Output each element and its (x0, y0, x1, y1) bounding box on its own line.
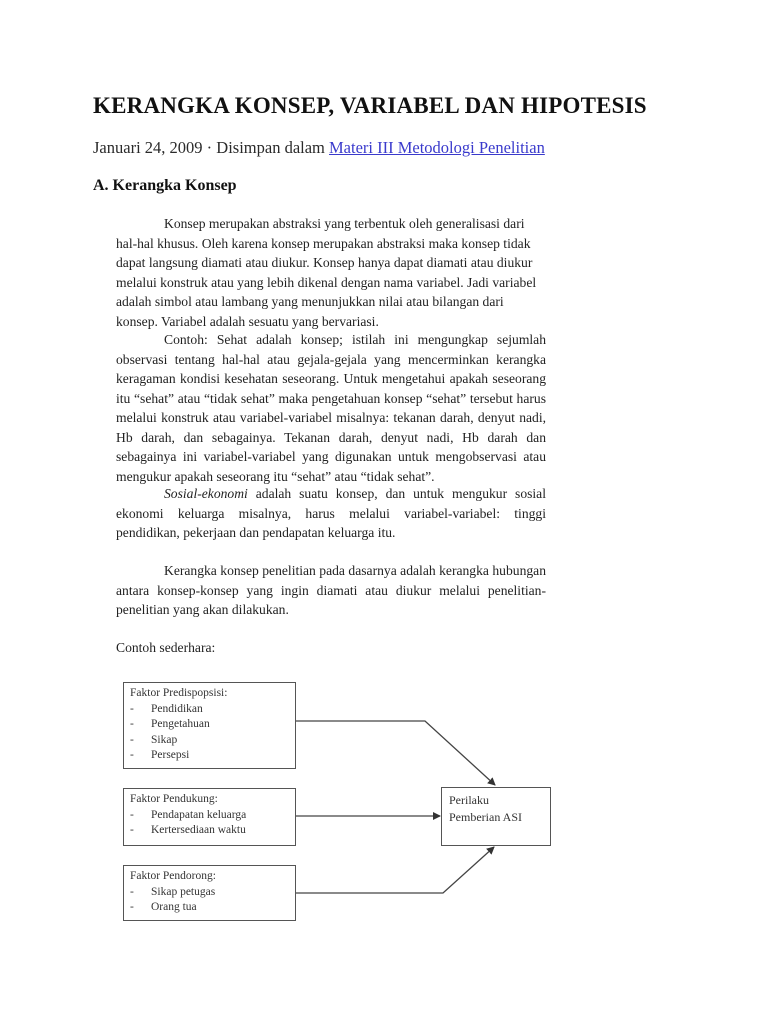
box-title: Faktor Pendukung: (130, 793, 218, 805)
bullet-dash: - (130, 824, 134, 836)
box-item (130, 733, 289, 749)
italic-term: Sosial-ekonomi (164, 486, 248, 501)
item-label: Sikap petugas (151, 885, 216, 898)
item-label: Pendapatan keluarga (151, 808, 247, 821)
box-item (130, 885, 289, 901)
page-title: KERANGKA KONSEP, VARIABEL DAN HIPOTESIS (93, 93, 647, 118)
bullet-dash: - (130, 749, 134, 761)
paragraph-text: Kerangka konsep penelitian pada dasarnya adalah kerangka hubungan antara konsep-konsep yang ingin diamati atau diukur melalui penelitian-penelitian yang akan dilakukan. (116, 563, 546, 617)
item-label: Sikap (151, 733, 178, 746)
paragraph-text: Konsep merupakan abstraksi yang terbentuk oleh generalisasi dari hal-hal khusus. Oleh karena konsep merupakan abstraksi maka konsep tidak dapat langsung diamati atau diukur. Konsep hanya dapat diamati atau diukur melalui konstruk atau yang lebih dikenal dengan nama variabel. Jadi variabel adalah simbol atau lambang yang menunjukkan nilai atau bilangan dari konsep. Variabel adalah sesuatu yang bervariasi. (116, 216, 537, 329)
box-title: Faktor Predispopsisi: (130, 687, 228, 699)
item-label: Pengetahuan (151, 718, 210, 730)
box-item (130, 823, 289, 839)
bullet-dash: - (130, 718, 134, 730)
outcome-line-1: Perilaku (449, 793, 489, 807)
arrow-pendorong (296, 847, 494, 893)
box-faktor-predisposisi (123, 682, 296, 769)
box-item (130, 717, 289, 733)
paragraph-text: Contoh: Sehat adalah konsep; istilah ini mengungkap sejumlah observasi tentang hal-hal atau gejala-gejala yang mencerminkan kerangka keragaman kondisi kesehatan seseorang. Untuk mengetahui apakah seseorang itu “sehat” atau “tidak sehat” maka pengetahuan konsep “sehat” tersebut harus melalui konstruk atau variabel-variabel misalnya: tekanan darah, denyut nadi, Hb darah, dan sebagainya. Tekanan darah, denyut nadi, Hb darah dan sebagainya ini variabel-variabel yang digunakan untuk mengobservasi atau mengukur apakah seseorang itu “sehat” atau “tidak sehat”. (116, 332, 546, 484)
box-faktor-pendukung (123, 788, 296, 846)
item-label: Persepsi (151, 749, 190, 761)
arrow-predisposisi (296, 721, 495, 785)
meta-separator: · (202, 138, 217, 157)
bullet-dash: - (130, 733, 134, 746)
bullet-dash: - (130, 702, 134, 715)
category-link[interactable]: Materi III Metodologi Penelitian (329, 138, 545, 157)
bullet-dash: - (130, 808, 134, 821)
paragraph-contoh-sederhana: Contoh sederhara: (116, 640, 216, 655)
paragraph-text: adalah suatu konsep, dan untuk mengukur sosial ekonomi keluarga misalnya, harus melalui variabel-variabel: tinggi pendidikan, pekerjaan dan pendapatan keluarga itu. (116, 486, 546, 540)
box-item (130, 748, 289, 764)
category-prefix: Disimpan dalam (216, 138, 330, 157)
item-label: Kertersediaan waktu (151, 824, 246, 836)
bullet-dash: - (130, 901, 134, 913)
item-label: Orang tua (151, 901, 197, 913)
box-item (130, 702, 289, 718)
bullet-dash: - (130, 885, 134, 898)
box-title: Faktor Pendorong: (130, 870, 216, 882)
post-date: Januari 24, 2009 (93, 138, 203, 157)
box-item (130, 900, 289, 916)
box-perilaku-pemberian-asi (441, 787, 551, 846)
section-heading: A. Kerangka Konsep (93, 177, 237, 194)
box-faktor-pendorong (123, 865, 296, 921)
box-item (130, 808, 289, 824)
outcome-line-2: Pemberian ASI (449, 810, 522, 824)
item-label: Pendidikan (151, 702, 203, 715)
